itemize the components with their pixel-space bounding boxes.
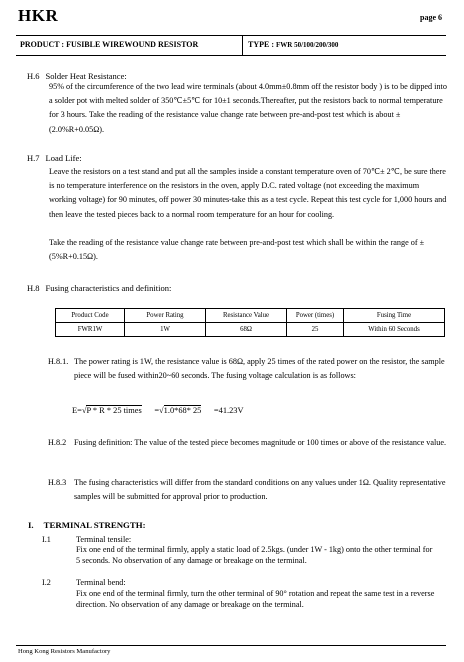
subsection-i1-number: I.1 (42, 535, 51, 544)
section-h8-heading (27, 283, 171, 293)
section-h81-body: The power rating is 1W, the resistance value is 68Ω, apply 25 times of the rated power on the resistor, the sample piece will be fused within20~60 seconds. The fusing voltage calculation is as follows: (74, 357, 445, 380)
table-header-cell: Product Code (56, 309, 125, 323)
company-logo: HKR (18, 6, 59, 25)
section-h82-number: H.8.2 (48, 438, 67, 447)
section-i-title: TERMINAL STRENGTH: (43, 520, 146, 530)
section-h7-number: H.7 (27, 153, 40, 163)
section-h7-body: Leave the resistors on a test stand and put all the samples inside a constant temperature oven of 70℃± 2℃, be sure there is no temperature interference on the resistors in the oven, apply D.C. rated voltage (not exceeding the maximum working voltage) for 90 minutes, off power 30 minutes-take this as a test cycle. Repeat this test cycle for 1,000 hours and then leave the tested pieces back to a normal room temperature for an hour for cooling. (49, 167, 447, 219)
fusing-voltage-formula (72, 406, 244, 415)
section-h7-body-2: Take the reading of the resistance value change rate between pre-and-post test which shall be within the range of ± (5%R+0.15Ω). (49, 238, 425, 262)
section-h82-body: Fusing definition: The value of the tested piece becomes magnitude or 100 times or above of the resistance value. (74, 438, 447, 447)
sqrt-symbol: √ (81, 406, 87, 415)
page-number: page 6 (420, 13, 442, 22)
table-row (56, 323, 445, 337)
table-cell: 68Ω (206, 323, 287, 337)
formula-lhs: E= (72, 406, 82, 415)
table-header-cell: Fusing Time (344, 309, 445, 323)
subsection-i1-title: Terminal tensile: (76, 535, 132, 544)
table-cell: 25 (287, 323, 344, 337)
type-value: FWR 50/100/200/300 (276, 41, 339, 49)
section-h8-number: H.8 (27, 283, 40, 293)
table-cell: Within 60 Seconds (344, 323, 445, 337)
section-i-heading (28, 520, 146, 530)
subsection-i1-body: Fix one end of the terminal firmly, apply a static load of 2.5kgs. (under 1W - 1kg) onto the other terminal for 5 seconds. No observation of any damage or breakage on the terminal. (76, 545, 433, 565)
product-title: PRODUCT : FUSIBLE WIREWOUND RESISTOR (20, 40, 199, 49)
footer-rule (16, 645, 446, 646)
fusing-table (55, 308, 445, 337)
section-h7-heading (27, 153, 82, 163)
subsection-i2-body: Fix one end of the terminal firmly, turn the other terminal of 90° rotation and repeat the same test in a reverse direction. No observation of any damage or breakage on the terminal. (76, 589, 435, 609)
section-h8-title: Fusing characteristics and definition: (45, 283, 172, 293)
header-divider (242, 35, 243, 55)
section-h83-number: H.8.3 (48, 478, 67, 487)
formula-result: =41.23V (213, 406, 244, 415)
table-header-cell: Resistance Value (206, 309, 287, 323)
table-header-cell: Power (times) (287, 309, 344, 323)
formula-equals: = (154, 406, 160, 415)
section-h6-title: Solder Heat Resistance: (45, 71, 127, 81)
formula-radicand-2: 1.0*68* 25 (163, 406, 202, 415)
subsection-i2-number: I.2 (42, 578, 51, 587)
table-header-cell: Power Rating (125, 309, 206, 323)
section-h6-number: H.6 (27, 71, 40, 81)
table-cell: 1W (125, 323, 206, 337)
table-cell: FWR1W (56, 323, 125, 337)
type-label: TYPE : (248, 40, 274, 49)
table-header-row (56, 309, 445, 323)
subsection-i2-title: Terminal bend: (76, 578, 126, 587)
section-i-number: I. (28, 520, 34, 530)
sqrt-symbol: √ (159, 406, 164, 415)
section-h83-body: The fusing characteristics will differ from the standard conditions on any values under 1Ω. Quality representative samples will be submitted for approval prior to production. (74, 478, 446, 501)
footer-text: Hong Kong Resistors Manufactory (18, 648, 111, 655)
section-h6-body: 95% of the circumference of the two lead wire terminals (about 4.0mm±0.8mm off the resistor body ) is to be dipped into a solder pot with melted solder of 350℃±5℃ for 10±1 seconds.Thereafter, put the resistors back to normal temperature for 3 hours. Take the reading of the resistance value change rate between pre-and-post test which is about ±(2.0%R+0.05Ω). (49, 82, 447, 134)
type-field (248, 40, 338, 49)
formula-radicand-1: P * R * 25 times (86, 406, 142, 415)
section-h7-title: Load Life: (45, 153, 82, 163)
section-h81-number: H.8.1. (48, 357, 69, 366)
